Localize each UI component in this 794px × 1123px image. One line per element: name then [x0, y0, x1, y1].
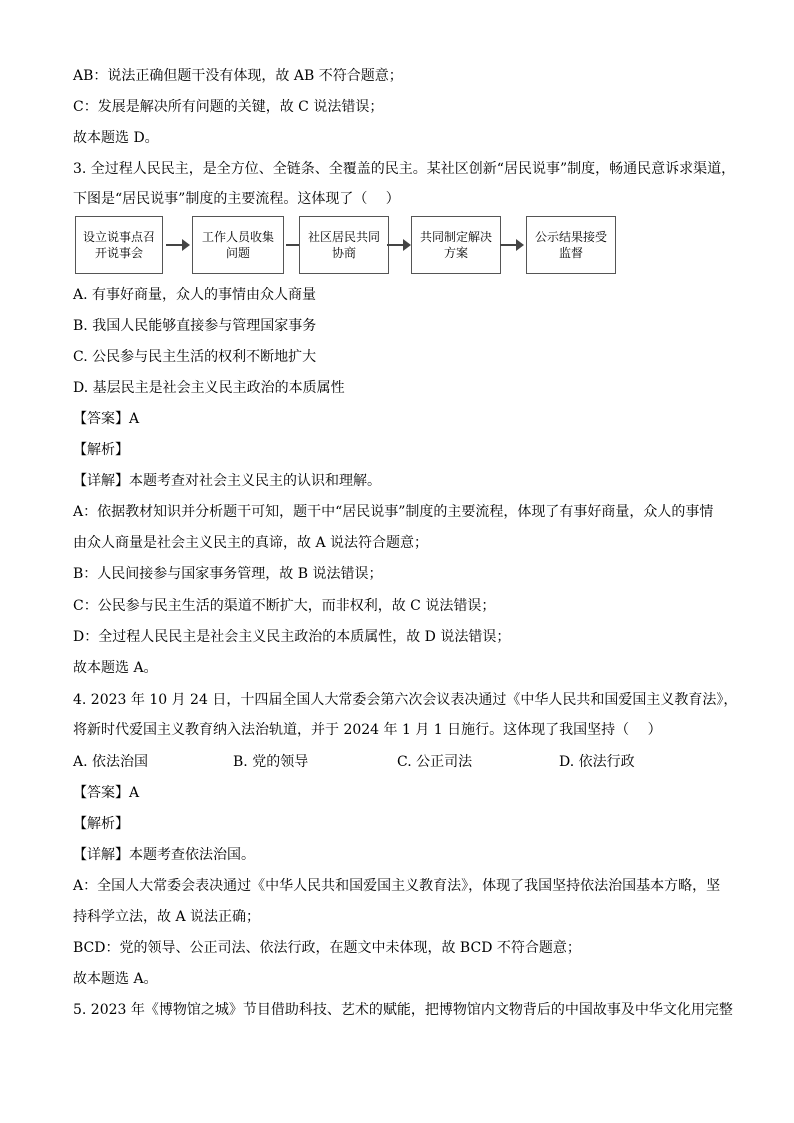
detail-text: 持科学立法，故 A 说法正确； — [73, 909, 261, 925]
detail-text: A：依据教材知识并分析题干可知，题干中“居民说事”制度的主要流程，体现了有事好商量，众人的事情 — [73, 504, 714, 520]
flow-step-4: 共同制定解决方案 — [411, 216, 501, 274]
text-line: AB：说法正确但题干没有体现，故 AB 不符合题意； — [73, 68, 403, 84]
flow-step-1: 设立说事点召开说事会 — [75, 216, 163, 274]
option-d: D. 基层民主是社会主义民主政治的本质属性 — [73, 380, 345, 396]
detail-text: BCD：党的领导、公正司法、依法行政，在题文中未体现，故 BCD 不符合题意； — [73, 940, 581, 956]
option-d: D. 依法行政 — [559, 754, 635, 770]
text-line: 故本题选 D。 — [73, 130, 159, 146]
arrow-right-icon — [499, 237, 525, 253]
answer-label: 【答案】A — [73, 411, 140, 427]
detail-text: A：全国人大常委会表决通过《中华人民共和国爱国主义教育法》，体现了我国坚持依法治国基本方略，坚 — [73, 878, 721, 894]
analysis-label: 【解析】 — [73, 816, 129, 832]
option-a: A. 依法治国 — [73, 754, 149, 770]
answer-label: 【答案】A — [73, 785, 140, 801]
option-c: C. 公民参与民主生活的权利不断地扩大 — [73, 349, 317, 365]
flow-step-3: 社区居民共同协商 — [299, 216, 389, 274]
detail-text: 【详解】本题考查依法治国。 — [73, 847, 255, 863]
text-line: C：发展是解决所有问题的关键，故 C 说法错误； — [73, 99, 384, 115]
detail-text: 故本题选 A。 — [73, 971, 158, 987]
option-c: C. 公正司法 — [397, 754, 473, 770]
question-3-stem: 3. 全过程人民民主，是全方位、全链条、全覆盖的民主。某社区创新“居民说事”制度，畅通民意诉求渠道， — [73, 161, 736, 177]
detail-text: D：全过程人民民主是社会主义民主政治的本质属性，故 D 说法错误； — [73, 629, 511, 645]
detail-text: 故本题选 A。 — [73, 660, 158, 676]
question-5-stem: 5. 2023 年《博物馆之城》节目借助科技、艺术的赋能，把博物馆内文物背后的中国故事及中华文化用完整 — [73, 1002, 733, 1018]
arrow-right-icon — [165, 237, 191, 253]
question-4-stem: 4. 2023 年 10 月 24 日，十四届全国人大常委会第六次会议表决通过《中华人民共和国爱国主义教育法》， — [73, 692, 738, 708]
analysis-label: 【解析】 — [73, 442, 129, 458]
detail-text: 【详解】本题考查对社会主义民主的认识和理解。 — [73, 473, 381, 489]
option-b: B. 我国人民能够直接参与管理国家事务 — [73, 318, 317, 334]
arrow-right-icon — [386, 237, 412, 253]
question-3-stem: 下图是“居民说事”制度的主要流程。这体现了（ ） — [73, 191, 400, 207]
process-flowchart — [75, 216, 620, 276]
detail-text: B：人民间接参与国家事务管理，故 B 说法错误； — [73, 566, 383, 582]
question-4-options — [73, 752, 673, 772]
option-a: A. 有事好商量，众人的事情由众人商量 — [73, 287, 317, 303]
detail-text: 由众人商量是社会主义民主的真谛，故 A 说法符合题意； — [73, 535, 429, 551]
flow-step-2: 工作人员收集问题 — [192, 216, 284, 274]
flow-step-5: 公示结果接受监督 — [526, 216, 616, 274]
question-4-stem: 将新时代爱国主义教育纳入法治轨道，并于 2024 年 1 月 1 日施行。这体现了我国坚持（ ） — [73, 722, 662, 738]
option-b: B. 党的领导 — [233, 754, 309, 770]
detail-text: C：公民参与民主生活的渠道不断扩大，而非权利，故 C 说法错误； — [73, 598, 496, 614]
